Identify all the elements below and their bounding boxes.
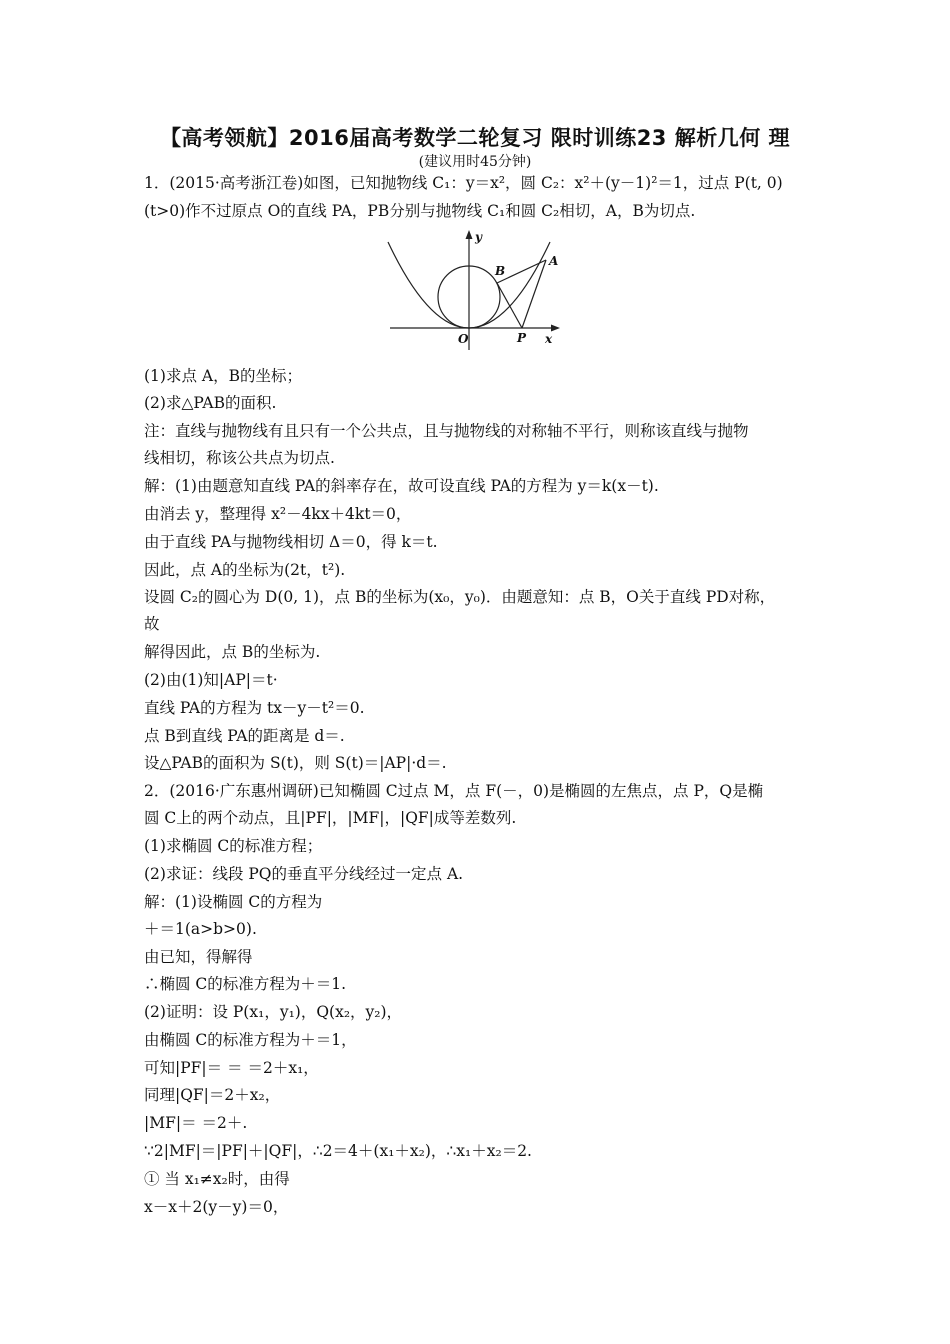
label-B: B — [495, 264, 506, 278]
text-line: 圆 C上的两个动点，且|PF|，|MF|，|QF|成等差数列. — [144, 809, 517, 827]
text-line: 因此，点 A的坐标为(2t，t²). — [144, 561, 346, 579]
y-axis-arrow — [466, 230, 473, 239]
text-line: (2)求△PAB的面积. — [144, 394, 277, 412]
text-line: 由于直线 PA与抛物线相切 Δ＝0，得 k＝t. — [144, 533, 438, 551]
document-subtitle: (建议用时45分钟) — [418, 154, 532, 170]
label-P: P — [517, 331, 527, 345]
text-line: ① 当 x₁≠x₂时，由得 — [144, 1170, 290, 1188]
text-line: 线相切，称该公共点为切点. — [144, 449, 335, 467]
text-line: (2)求证：线段 PQ的垂直平分线经过一定点 A. — [144, 865, 464, 883]
text-line: 故 — [144, 615, 160, 633]
text-line: |MF|＝ ＝2＋. — [144, 1114, 248, 1132]
document-title: 【高考领航】2016届高考数学二轮复习 限时训练23 解析几何 理 — [159, 126, 791, 150]
text-line: 由消去 y，整理得 x²－4kx＋4kt＝0， — [144, 505, 412, 523]
text-line: 由椭圆 C的标准方程为＋＝1， — [144, 1031, 357, 1049]
text-line: 2．(2016·广东惠州调研)已知椭圆 C过点 M，点 F(－，0)是椭圆的左焦点，点 P，Q是椭 — [144, 782, 764, 800]
text-line: 点 B到直线 PA的距离是 d＝. — [144, 727, 345, 745]
text-line: (1)求椭圆 C的标准方程； — [144, 837, 323, 855]
text-line: 注：直线与抛物线有且只有一个公共点，且与抛物线的对称轴不平行，则称该直线与抛物 — [144, 422, 749, 440]
text-line: 同理|QF|＝2＋x₂， — [144, 1086, 281, 1104]
label-x: x — [545, 332, 553, 346]
text-line: 解得因此，点 B的坐标为. — [144, 643, 321, 661]
text-line: 1．(2015·高考浙江卷)如图，已知抛物线 C₁：y＝x²，圆 C₂：x²＋(y－1)²＝1，过点 P(t, 0) — [144, 174, 783, 192]
text-line: 可知|PF|＝ ＝ ＝2＋x₁， — [144, 1059, 319, 1077]
geometry-figure — [385, 228, 565, 353]
label-y: y — [475, 230, 482, 244]
text-line: 解：(1)设椭圆 C的方程为 — [144, 893, 323, 911]
text-line: 由已知，得解得 — [144, 948, 253, 966]
label-A: A — [549, 254, 559, 268]
segment-PB — [497, 283, 522, 328]
text-line: (1)求点 A，B的坐标； — [144, 367, 302, 385]
text-line: 设圆 C₂的圆心为 D(0, 1)，点 B的坐标为(x₀，y₀)．由题意知：点 B，O关于直线 PD对称， — [144, 588, 776, 606]
text-line: (t>0)作不过原点 O的直线 PA，PB分别与抛物线 C₁和圆 C₂相切，A，B为切点. — [144, 202, 696, 220]
text-line: 设△PAB的面积为 S(t)，则 S(t)＝|AP|·d＝. — [144, 754, 447, 772]
x-axis-arrow — [551, 325, 560, 332]
text-line: ∵2|MF|＝|PF|＋|QF|，∴2＝4＋(x₁＋x₂)，∴x₁＋x₂＝2. — [144, 1142, 532, 1160]
text-line: 直线 PA的方程为 tx－y－t²＝0. — [144, 699, 365, 717]
text-line: (2)由(1)知|AP|＝t· — [144, 671, 278, 689]
text-line: (2)证明：设 P(x₁，y₁)，Q(x₂，y₂)， — [144, 1003, 403, 1021]
text-line: x－x＋2(y－y)＝0， — [144, 1198, 289, 1216]
text-line: ∴椭圆 C的标准方程为＋＝1. — [144, 975, 347, 993]
text-line: ＋＝1(a>b>0). — [144, 920, 257, 938]
label-O: O — [458, 332, 469, 346]
text-line: 解：(1)由题意知直线 PA的斜率存在，故可设直线 PA的方程为 y＝k(x－t). — [144, 477, 659, 495]
